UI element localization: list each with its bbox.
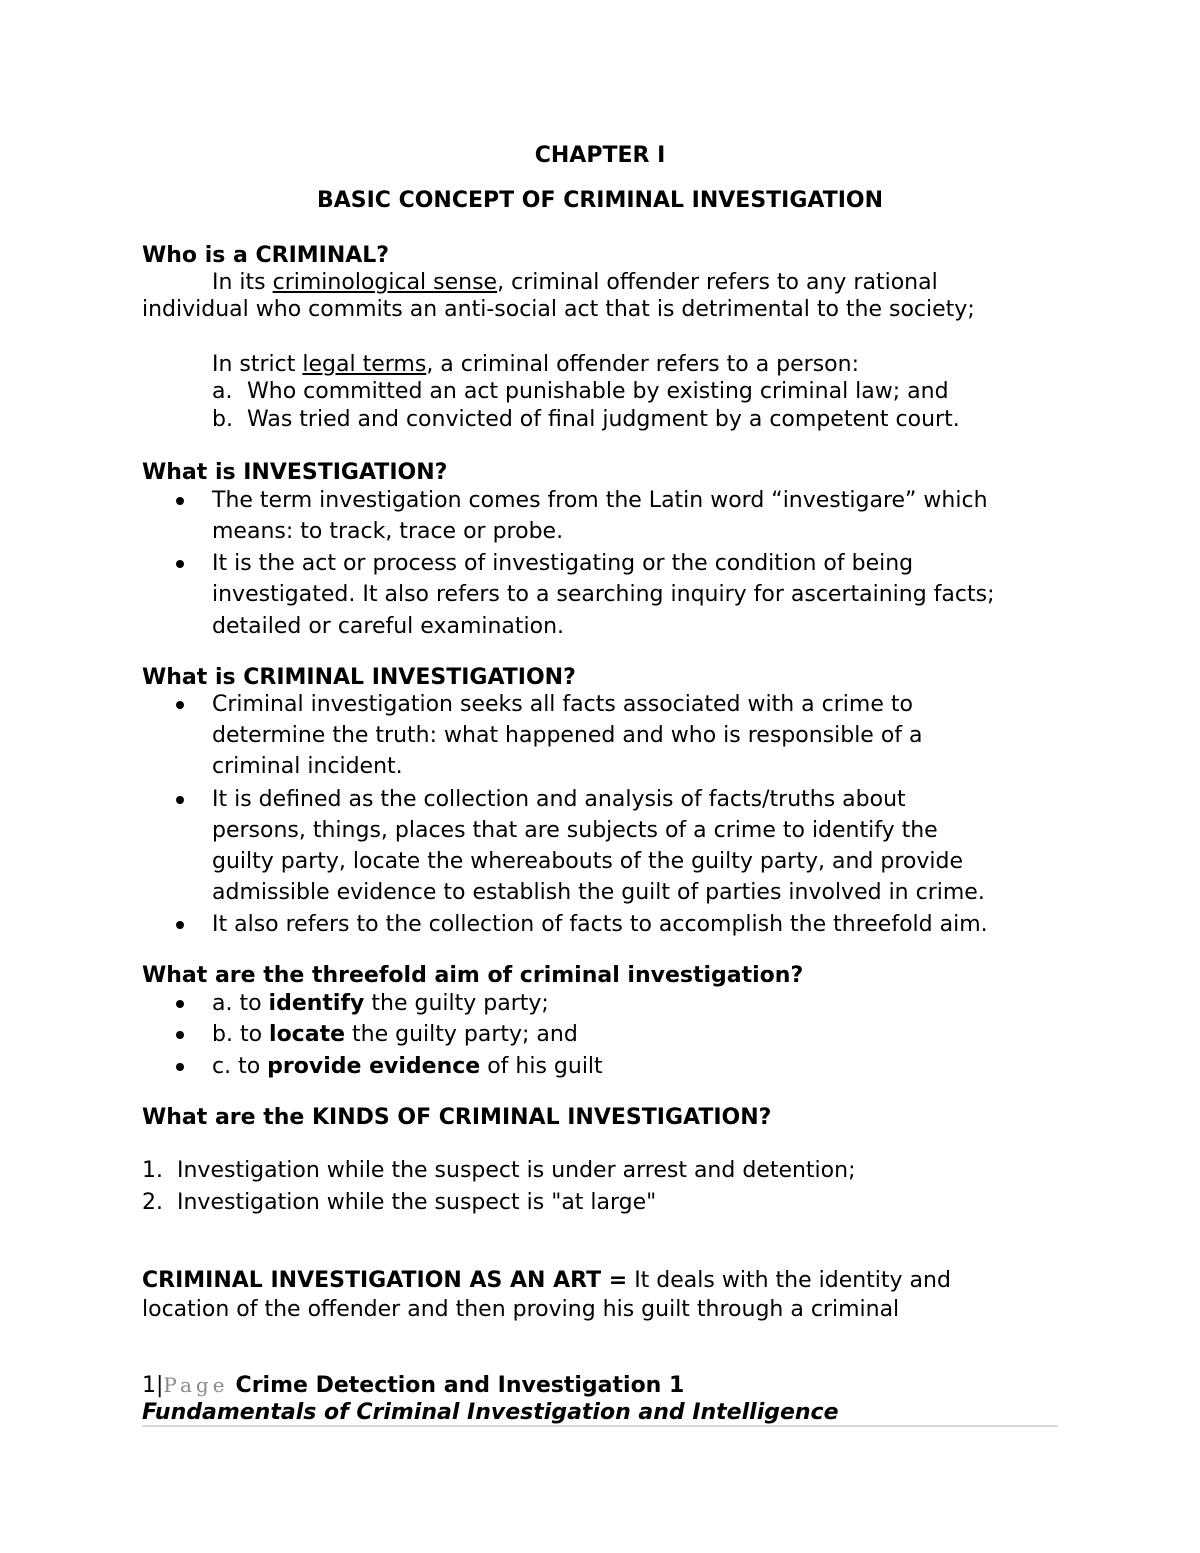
list-item: Investigation while the suspect is under arrest and detention; — [177, 1158, 856, 1183]
aim-keyword: provide evidence — [267, 1054, 481, 1079]
paragraph-text: In its — [212, 270, 273, 295]
bullet-icon — [176, 497, 184, 505]
course-title: Crime Detection and Investigation 1 — [235, 1373, 685, 1398]
section-heading-threefold-aim: What are the threefold aim of criminal investigation? — [142, 963, 804, 988]
page-footer — [142, 1370, 684, 1401]
bullet-line: admissible evidence to establish the guilt of parties involved in crime. — [212, 880, 985, 905]
bullet-line: criminal incident. — [212, 754, 403, 779]
page-separator: | — [156, 1373, 164, 1398]
list-item: Who committed an act punishable by existing criminal law; and — [247, 379, 949, 404]
section-heading-investigation: What is INVESTIGATION? — [142, 460, 448, 485]
bullet-icon — [176, 560, 184, 568]
art-text: It deals with the identity and — [627, 1268, 951, 1293]
page-number: 1 — [142, 1373, 156, 1398]
bullet-line: Criminal investigation seeks all facts associated with a crime to — [212, 692, 913, 717]
bullet-icon — [176, 1063, 184, 1071]
art-paragraph-line: location of the offender and then proving his guilt through a criminal — [142, 1297, 900, 1322]
aim-text: a. to — [212, 991, 269, 1016]
aim-text: the guilty party; — [364, 991, 549, 1016]
list-item: Was tried and convicted of final judgment by a competent court. — [247, 407, 960, 432]
underlined-term: criminological sense — [272, 270, 498, 295]
bullet-line: It is the act or process of investigating or the condition of being — [212, 551, 914, 576]
bullet-icon — [176, 921, 184, 929]
course-subtitle: Fundamentals of Criminal Investigation and Intelligence — [142, 1400, 839, 1425]
list-item-marker: 1. — [142, 1158, 163, 1183]
paragraph-line: individual who commits an anti-social act that is detrimental to the society; — [142, 297, 975, 322]
section-heading-kinds: What are the KINDS OF CRIMINAL INVESTIGATION? — [142, 1105, 772, 1130]
page-word: Page — [163, 1373, 229, 1397]
section-heading-criminal-investigation: What is CRIMINAL INVESTIGATION? — [142, 665, 576, 690]
paragraph-criminological — [212, 268, 938, 298]
paragraph-text: In strict — [212, 352, 303, 377]
section-heading-criminal: Who is a CRIMINAL? — [142, 243, 390, 268]
bullet-line: It is defined as the collection and analysis of facts/truths about — [212, 787, 906, 812]
aim-item — [212, 1020, 578, 1050]
bullet-line: means: to track, trace or probe. — [212, 519, 564, 544]
list-item-marker: b. — [212, 407, 233, 432]
aim-keyword: identify — [268, 991, 365, 1016]
bullet-icon — [176, 1031, 184, 1039]
main-title: BASIC CONCEPT OF CRIMINAL INVESTIGATION — [316, 188, 884, 213]
paragraph-legal — [212, 350, 859, 380]
bullet-line: determine the truth: what happened and who is responsible of a — [212, 723, 923, 748]
aim-item — [212, 989, 549, 1019]
paragraph-text: , a criminal offender refers to a person: — [426, 352, 859, 377]
art-label: CRIMINAL INVESTIGATION AS AN ART = — [142, 1268, 628, 1293]
aim-text: b. to — [212, 1022, 270, 1047]
aim-text: the guilty party; and — [345, 1022, 578, 1047]
bullet-icon — [176, 701, 184, 709]
bullet-line: persons, things, places that are subjects of a crime to identify the — [212, 818, 938, 843]
bullet-line: The term investigation comes from the Latin word “investigare” which — [212, 488, 988, 513]
aim-text: of his guilt — [480, 1054, 603, 1079]
bullet-line: detailed or careful examination. — [212, 614, 565, 639]
list-item-marker: 2. — [142, 1190, 163, 1215]
list-item: Investigation while the suspect is "at large" — [177, 1190, 657, 1215]
chapter-label: CHAPTER I — [534, 143, 666, 168]
bullet-icon — [176, 796, 184, 804]
bullet-line: guilty party, locate the whereabouts of the guilty party, and provide — [212, 849, 963, 874]
footer-rule — [142, 1425, 1058, 1427]
bullet-icon — [176, 1000, 184, 1008]
aim-text: c. to — [212, 1054, 268, 1079]
list-item-marker: a. — [212, 379, 233, 404]
aim-keyword: locate — [269, 1022, 346, 1047]
art-paragraph — [142, 1266, 951, 1296]
aim-item — [212, 1052, 603, 1082]
bullet-line: investigated. It also refers to a searching inquiry for ascertaining facts; — [212, 582, 995, 607]
bullet-line: It also refers to the collection of facts to accomplish the threefold aim. — [212, 912, 988, 937]
underlined-term: legal terms — [302, 352, 427, 377]
paragraph-text: , criminal offender refers to any rational — [497, 270, 938, 295]
